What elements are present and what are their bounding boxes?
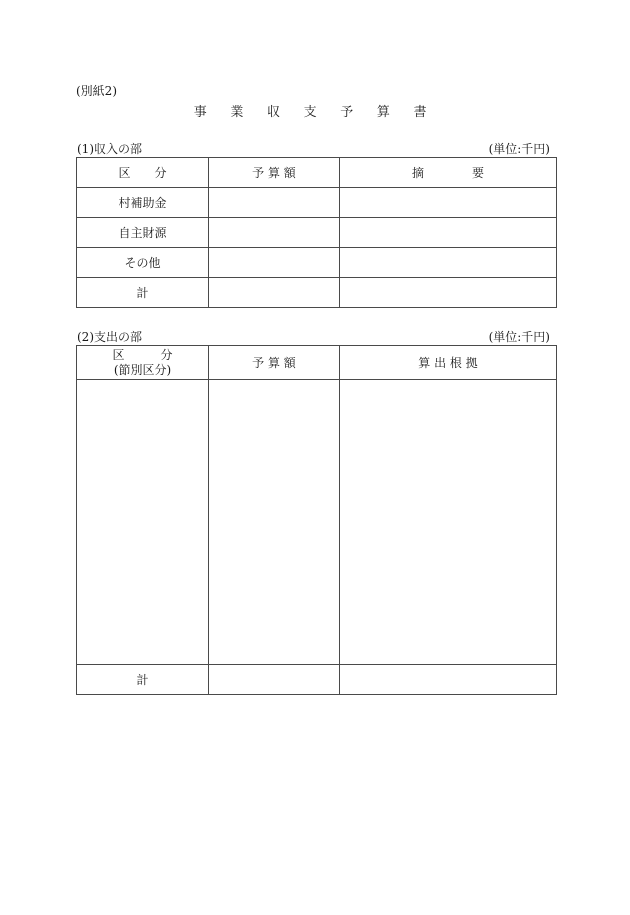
income-header-row [77,158,557,188]
expenditure-total-amount [209,665,340,695]
income-header-category: 区 分 [77,158,209,188]
income-row [77,248,557,278]
expenditure-total-label: 計 [77,665,209,695]
income-row-note [340,218,557,248]
expenditure-body-category [77,380,209,665]
income-section-label: (1)収入の部 [77,142,142,156]
income-table [76,157,557,308]
income-row-amount [209,248,340,278]
expenditure-header-row [77,346,557,380]
expenditure-body-basis [340,380,557,665]
income-total-note [340,278,557,308]
income-row [77,188,557,218]
income-total-amount [209,278,340,308]
income-header-note: 摘 要 [340,158,557,188]
expenditure-total-basis [340,665,557,695]
expenditure-header-category-line2: (節別区分) [113,362,172,377]
expenditure-header-amount: 予 算 額 [209,346,340,380]
income-row [77,218,557,248]
income-row-category: その他 [77,248,209,278]
expenditure-header-category [77,346,209,380]
income-row-category: 村補助金 [77,188,209,218]
income-header-amount: 予 算 額 [209,158,340,188]
income-row-category: 自主財源 [77,218,209,248]
expenditure-unit-label: (単位:千円) [488,330,550,344]
expenditure-body-amount [209,380,340,665]
income-row-note [340,188,557,218]
expenditure-section-label: (2)支出の部 [77,330,142,344]
income-row-amount [209,218,340,248]
income-row-amount [209,188,340,218]
income-row-note [340,248,557,278]
expenditure-table [76,345,557,695]
expenditure-header-category-line1: 区 分 [112,348,173,363]
annex-label: (別紙2) [76,84,117,98]
expenditure-total-row [77,665,557,695]
income-total-row [77,278,557,308]
income-total-label: 計 [77,278,209,308]
document-title: 事 業 収 支 予 算 書 [193,105,437,120]
income-unit-label: (単位:千円) [488,142,550,156]
expenditure-header-basis: 算 出 根 拠 [340,346,557,380]
expenditure-body-row [77,380,557,665]
